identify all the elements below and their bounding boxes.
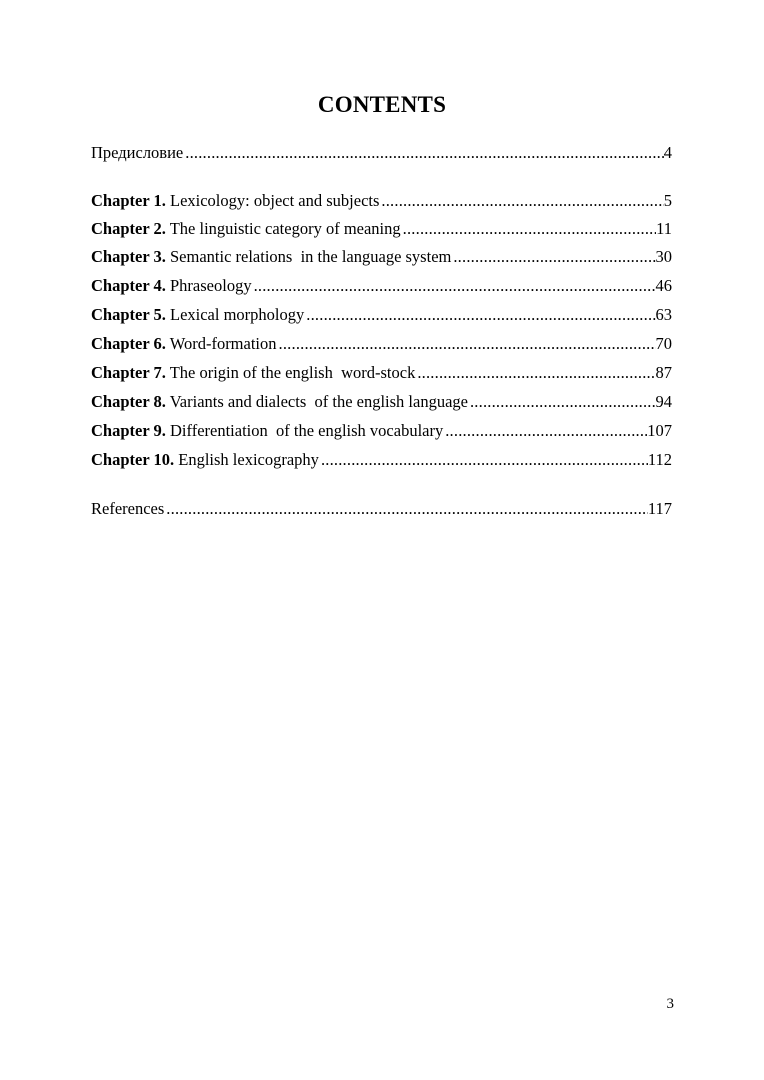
dot-leader bbox=[379, 190, 663, 212]
toc-entry-label bbox=[91, 362, 415, 384]
chapter-number: Chapter 6. bbox=[91, 334, 166, 353]
toc-entry-chapter-9[interactable] bbox=[91, 420, 672, 442]
dot-leader bbox=[277, 333, 656, 355]
toc-entry-label bbox=[91, 333, 277, 355]
toc-entry-label bbox=[91, 304, 304, 326]
dot-leader bbox=[319, 449, 648, 471]
toc-entry-page: 46 bbox=[655, 276, 672, 295]
chapter-number: Chapter 5. bbox=[91, 305, 166, 324]
chapter-number: Chapter 3. bbox=[91, 247, 166, 266]
chapter-number: Chapter 9. bbox=[91, 421, 166, 440]
toc-entry-references[interactable] bbox=[91, 498, 672, 520]
chapter-number: Chapter 2. bbox=[91, 219, 166, 238]
toc-entry-label bbox=[91, 190, 379, 212]
chapter-number: Chapter 10. bbox=[91, 450, 175, 469]
toc-entry-page: 30 bbox=[655, 247, 672, 266]
toc-entry-preface[interactable] bbox=[91, 142, 672, 164]
toc-entry-page: 94 bbox=[655, 392, 672, 411]
toc-entry-chapter-10[interactable] bbox=[91, 449, 672, 471]
dot-leader bbox=[443, 420, 647, 442]
chapter-title: English lexicography bbox=[178, 450, 319, 469]
dot-leader bbox=[401, 218, 656, 240]
toc-entry-chapter-8[interactable] bbox=[91, 391, 672, 413]
chapter-title: Lexicology: object and subjects bbox=[170, 191, 380, 210]
toc-entry-page: 107 bbox=[647, 421, 672, 440]
chapter-title: Word-formation bbox=[169, 334, 277, 353]
toc-entry-page: 5 bbox=[663, 191, 672, 210]
dot-leader bbox=[415, 362, 655, 384]
toc-entry-page: 63 bbox=[655, 305, 672, 324]
chapter-number: Chapter 1. bbox=[91, 191, 166, 210]
dot-leader bbox=[468, 391, 656, 413]
toc-entry-label bbox=[91, 246, 451, 268]
chapter-number: Chapter 8. bbox=[91, 392, 166, 411]
page-title: CONTENTS bbox=[317, 92, 447, 117]
toc-entry-label bbox=[91, 449, 319, 471]
chapter-title: Differentiation of the english vocabulary bbox=[170, 421, 444, 440]
toc-entry-chapter-4[interactable] bbox=[91, 275, 672, 297]
toc-entry-page: 117 bbox=[647, 499, 672, 518]
toc-entry-chapter-3[interactable] bbox=[91, 246, 672, 268]
dot-leader bbox=[451, 246, 655, 268]
dot-leader bbox=[252, 275, 656, 297]
toc-entry-chapter-5[interactable] bbox=[91, 304, 672, 326]
toc-entry-label bbox=[91, 218, 401, 240]
toc-entry-label: References bbox=[91, 499, 165, 518]
chapter-title: Semantic relations in the language system bbox=[170, 247, 452, 266]
chapter-title: Variants and dialects of the english language bbox=[169, 392, 468, 411]
chapter-title: Lexical morphology bbox=[170, 305, 305, 324]
toc-entry-label: Предисловие bbox=[91, 143, 184, 162]
toc-entry-page: 87 bbox=[655, 363, 672, 382]
toc-entry-label bbox=[91, 275, 252, 297]
dot-leader bbox=[164, 498, 648, 520]
page-number: 3 bbox=[666, 996, 674, 1012]
dot-leader bbox=[304, 304, 655, 326]
toc-entry-page: 11 bbox=[656, 219, 672, 238]
toc-entry-chapter-7[interactable] bbox=[91, 362, 672, 384]
toc-entry-chapter-1[interactable] bbox=[91, 190, 672, 212]
toc-entry-chapter-6[interactable] bbox=[91, 333, 672, 355]
toc-entry-label bbox=[91, 391, 468, 413]
toc-entry-page: 112 bbox=[647, 450, 672, 469]
toc-entry-page: 4 bbox=[663, 143, 672, 162]
chapter-title: Phraseology bbox=[170, 276, 252, 295]
chapter-title: The linguistic category of meaning bbox=[169, 219, 401, 238]
chapter-title: The origin of the english word-stock bbox=[169, 363, 416, 382]
chapter-number: Chapter 7. bbox=[91, 363, 166, 382]
chapter-number: Chapter 4. bbox=[91, 276, 166, 295]
dot-leader bbox=[183, 142, 664, 164]
toc-entry-page: 70 bbox=[655, 334, 672, 353]
toc-entry-chapter-2[interactable] bbox=[91, 218, 672, 240]
toc-entry-label bbox=[91, 420, 443, 442]
